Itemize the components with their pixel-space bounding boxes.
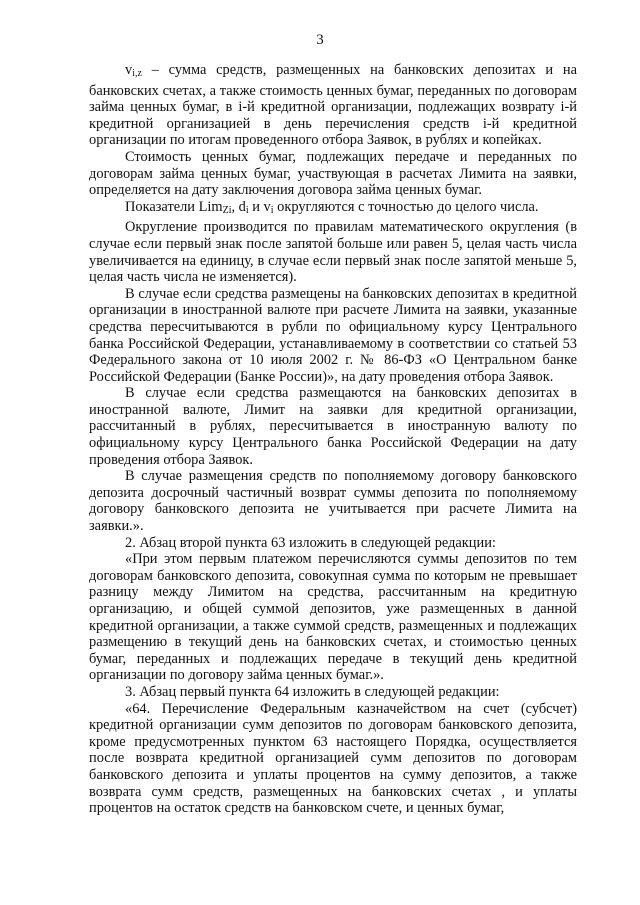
indicator-subscript: i bbox=[270, 204, 274, 216]
paragraph-securities-value: Стоимость ценных бумаг, подлежащих передаче и переданных по договорам займа ценных бумаг, участвующая в расчетах Лимита на заявки, определяется на дату заключения договора займа ценных бумаг. bbox=[89, 148, 577, 199]
indicator-text: Показатели Lim bbox=[125, 198, 223, 215]
document-body bbox=[89, 62, 577, 817]
indicator-subscript: i bbox=[245, 204, 249, 216]
indicator-subscript: Zi bbox=[222, 204, 232, 216]
variable-v: v bbox=[125, 62, 133, 78]
paragraph-rounding-rules: Округление производится по правилам математического округления (в случае если первый знак после запятой больше или равен 5, целая часть числа увеличивается на единицу, в случае если первый знак после запятой меньше 5, целая часть числа не изменяется). bbox=[89, 219, 577, 286]
paragraph-foreign-currency-deposits: В случае если средства размещены на банковских депозитах в кредитной организации в иностранной валюте при расчете Лимита на заявки, указанные средства пересчитываются в рубли по официальному курсу Центрального банка Российской Федерации, устанавливаемому в соответствии со статьей 53 Федерального закона от 10 июля 2002 г. № 86-ФЗ «О Центральном банке Российской Федерации (Банке России)», на дату проведения отбора Заявок. bbox=[89, 285, 577, 385]
paragraph-foreign-currency-limit: В случае если средства размещаются на банковских депозитах в иностранной валюте, Лимит на заявки для кредитной организации, рассчитанный в рублях, пересчитывается в иностранную валюту по официальному курсу Центрального банка Российской Федерации на дату проведения отбора Заявок. bbox=[89, 385, 577, 468]
paragraph-v-definition bbox=[89, 62, 577, 149]
indicator-text: округляются с точностью до целого числа. bbox=[273, 198, 539, 215]
indicator-text: и v bbox=[248, 198, 271, 215]
paragraph-rounding-indicators bbox=[89, 199, 577, 220]
indicator-text: , d bbox=[231, 198, 246, 215]
paragraph-amendment-63: 2. Абзац второй пункта 63 изложить в следующей редакции: bbox=[125, 534, 496, 551]
paragraph-amendment-64: 3. Абзац первый пункта 64 изложить в следующей редакции: bbox=[125, 683, 500, 700]
paragraph-item-64: «64. Перечисление Федеральным казначейством на счет (субсчет) кредитной организации сумм депозитов по договорам банковского депозита, кроме предусмотренных пунктом 63 настоящего Порядка, осуществляется после возврата кредитной организацией сумм депозитов по договорам банковского депозита и уплаты процентов на сумму депозитов, а также возврата сумм средств, размещенных на банковских счетах , и уплаты процентов на остаток средств на банковском счете, и ценных бумаг, bbox=[89, 700, 577, 817]
variable-v-subscript: i,z bbox=[132, 68, 142, 79]
paragraph-replenishable-deposit: В случае размещения средств по пополняемому договору банковского депозита досрочный частичный возврат суммы депозита по пополняемому договору банковского депозита не учитывается при расчете Лимита на заявки.». bbox=[89, 468, 577, 535]
paragraph-text: – сумма средств, размещенных на банковских депозитах и на банковских счетах, а также стоимость ценных бумаг, переданных по договорам займа ценных бумаг, в i-й кредитной организации, подлежащих возврату i-й кредитной организацией в день перечисления средств i-й кредитной организации по итогам проведенного отбора Заявок, в рублях и копейках. bbox=[89, 62, 577, 149]
paragraph-first-payment: «При этом первым платежом перечисляются суммы депозитов по тем договорам банковского депозита, совокупная сумма по которым не превышает разницу между Лимитом на средства, рассчитанным на кредитную организацию, и общей суммой депозитов, уже размещенных в данной кредитной организации, а также суммой средств, размещенных и подлежащих размещению в текущий день на банковских счетах, и стоимостью ценных бумаг, переданных и подлежащих передаче в текущий день кредитной организации по договору займа ценных бумаг.». bbox=[89, 551, 577, 684]
page-number: 3 bbox=[316, 32, 324, 48]
